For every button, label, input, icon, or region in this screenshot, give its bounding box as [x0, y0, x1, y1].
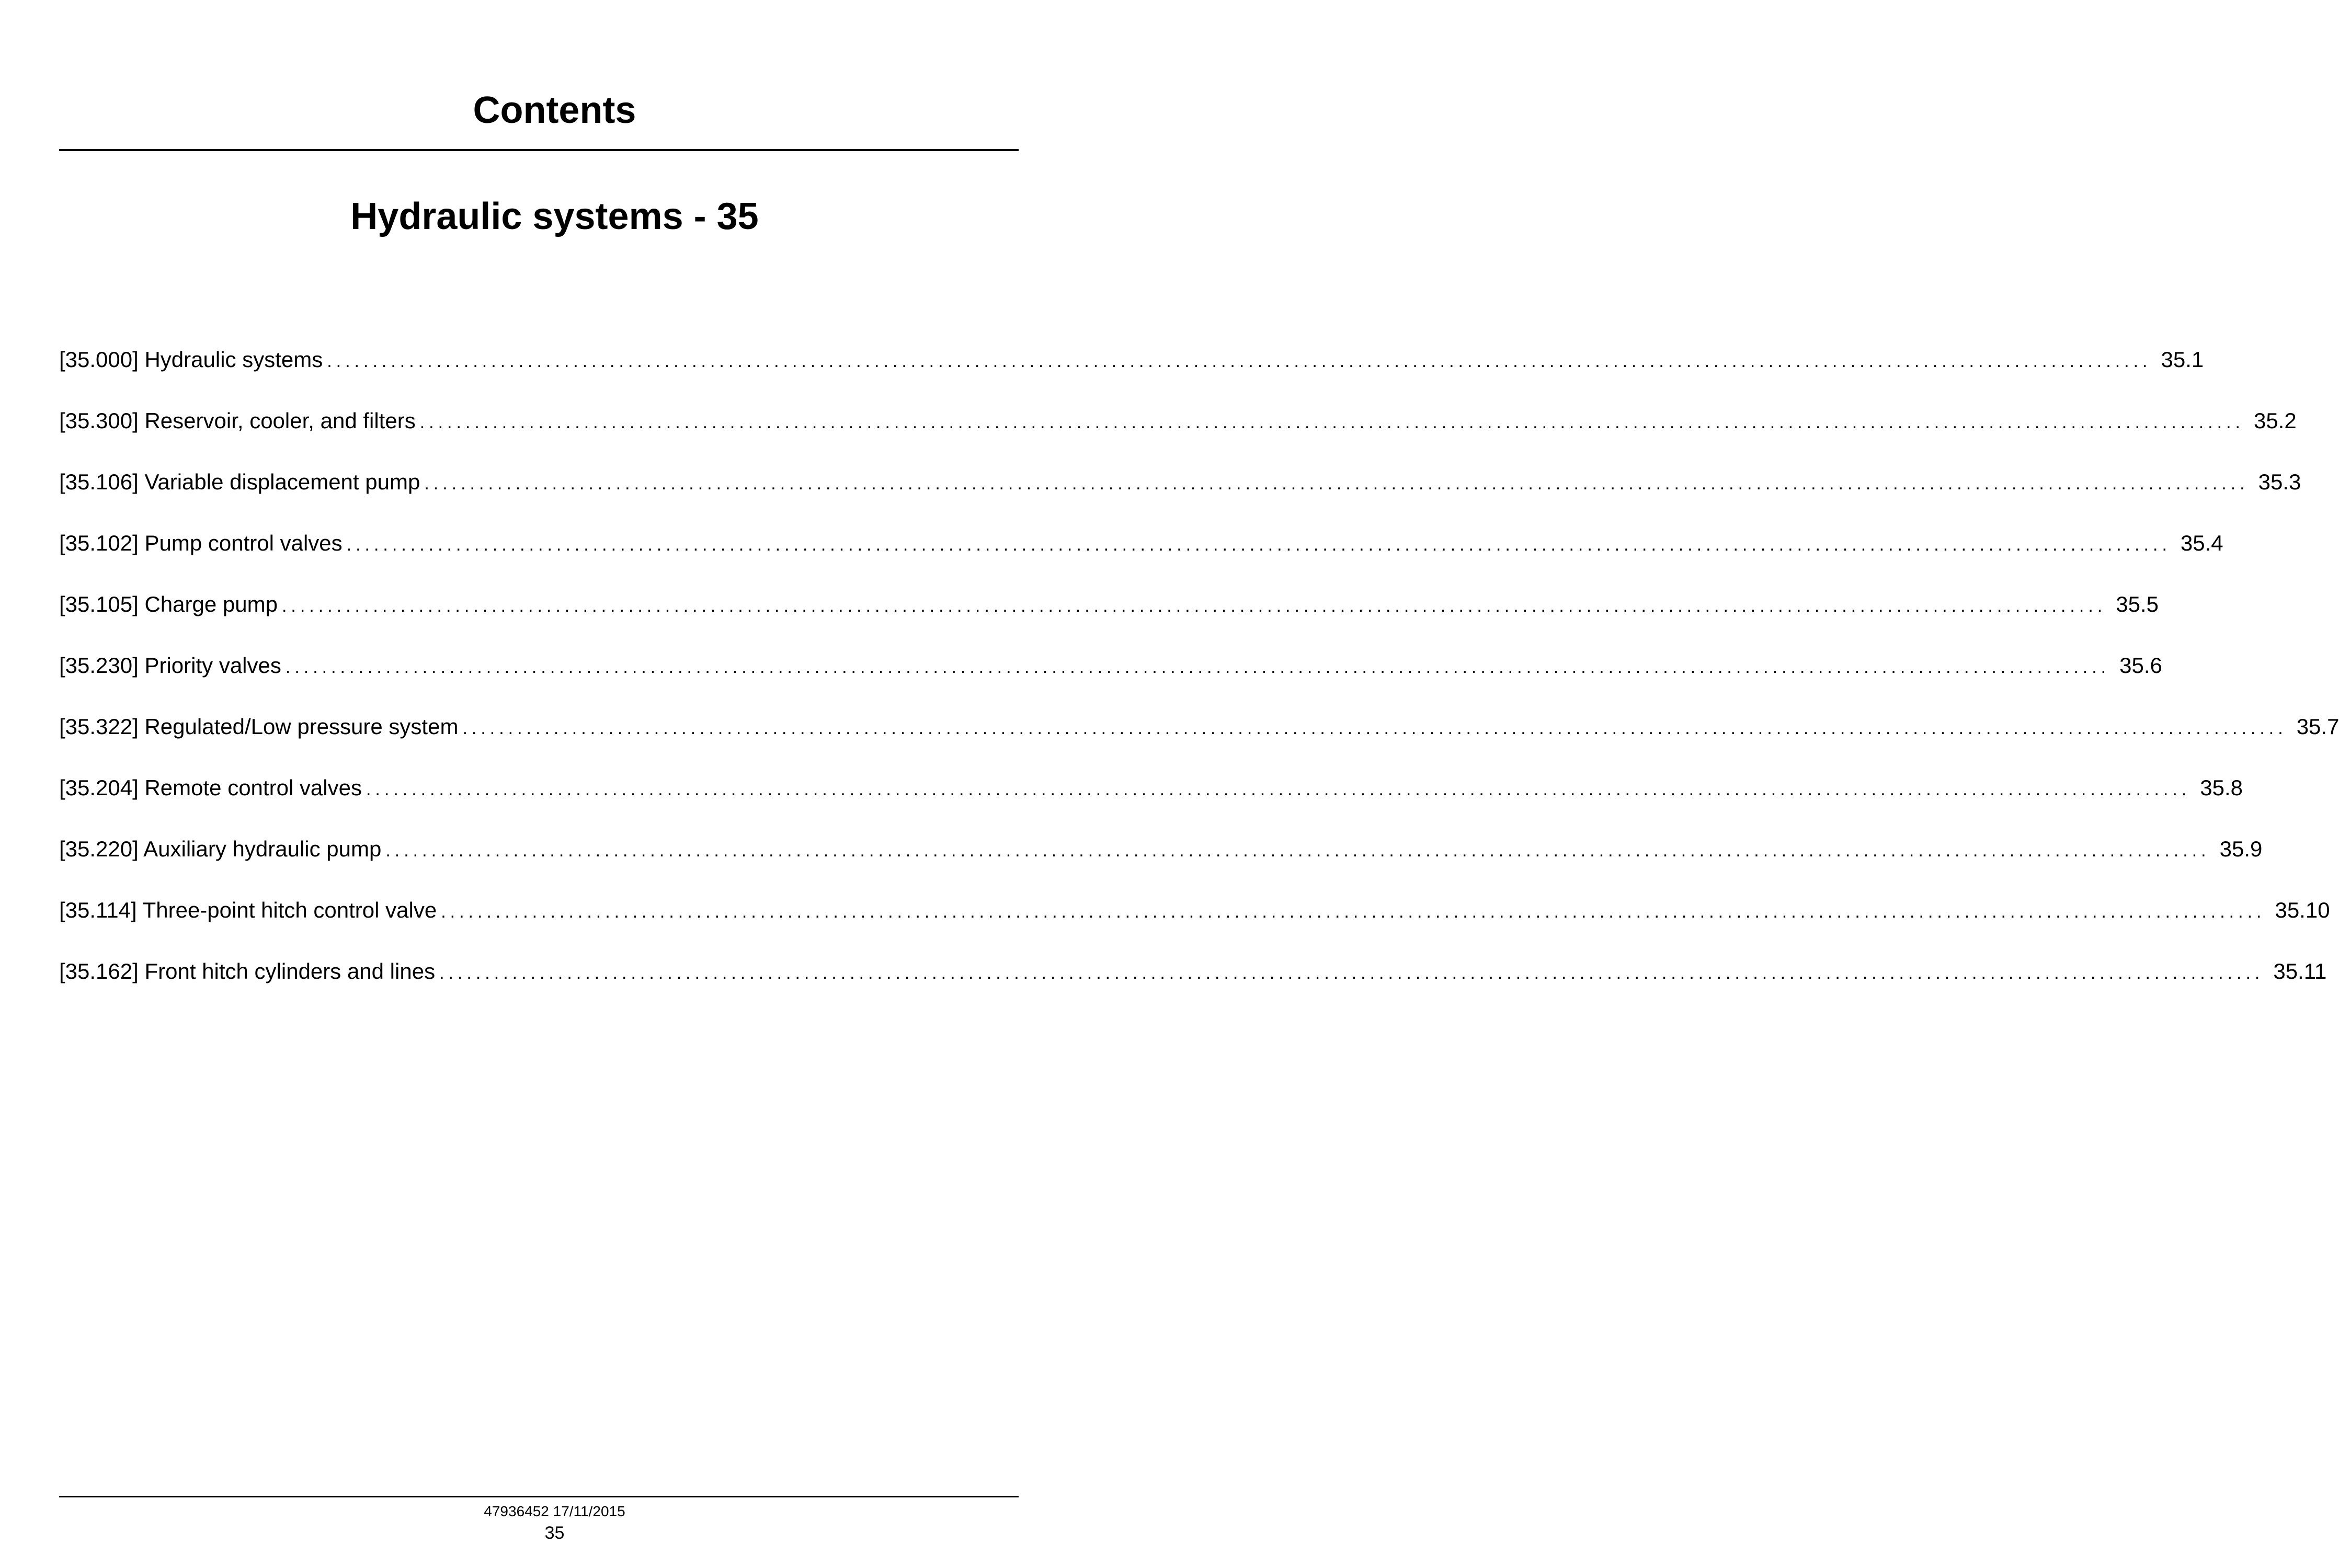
- footer-divider: [59, 1496, 1019, 1497]
- toc-entry[interactable]: [59, 712, 2339, 773]
- toc-entry-label[interactable]: [35.220] Auxiliary hydraulic pump: [59, 837, 382, 861]
- toc-entry-page[interactable]: 35.5: [2116, 592, 2159, 616]
- toc-entry[interactable]: [59, 651, 2162, 712]
- toc-entry-page[interactable]: 35.9: [2219, 837, 2263, 861]
- toc-entry[interactable]: [59, 590, 2159, 651]
- toc-entry-label[interactable]: [35.106] Variable displacement pump: [59, 470, 420, 494]
- toc-entry[interactable]: [59, 773, 2243, 834]
- footer-page-number: 35: [544, 1523, 565, 1543]
- dot-leader: ........................................................................................................................................................................................................: [439, 963, 2264, 983]
- toc-entry-label[interactable]: [35.300] Reservoir, cooler, and filters: [59, 408, 416, 433]
- toc-entry-page[interactable]: 35.1: [2161, 347, 2204, 372]
- toc-entry-label[interactable]: [35.230] Priority valves: [59, 653, 281, 678]
- dot-leader: ........................................................................................................................................................................................................: [285, 657, 2110, 677]
- toc-entry[interactable]: [59, 529, 2223, 590]
- dot-leader: ........................................................................................................................................................................................................: [385, 841, 2210, 861]
- section-title: Hydraulic systems - 35: [350, 196, 759, 237]
- toc-entry-label[interactable]: [35.000] Hydraulic systems: [59, 347, 323, 372]
- toc-entry-label[interactable]: [35.114] Three-point hitch control valve: [59, 898, 437, 922]
- toc-entry-page[interactable]: 35.6: [2119, 653, 2162, 678]
- toc-entry-label[interactable]: [35.322] Regulated/Low pressure system: [59, 714, 459, 739]
- dot-leader: ........................................................................................................................................................................................................: [419, 413, 2244, 432]
- toc-entry-label[interactable]: [35.105] Charge pump: [59, 592, 278, 616]
- footer-document-reference: 47936452 17/11/2015: [484, 1503, 625, 1519]
- toc-entry-page[interactable]: 35.11: [2273, 959, 2327, 983]
- toc-entry[interactable]: [59, 467, 2301, 529]
- toc-entry[interactable]: [59, 834, 2263, 896]
- dot-leader: ........................................................................................................................................................................................................: [346, 535, 2171, 555]
- toc-entry-page[interactable]: 35.2: [2253, 408, 2297, 433]
- dot-leader: ........................................................................................................................................................................................................: [424, 474, 2249, 494]
- dot-leader: ........................................................................................................................................................................................................: [441, 902, 2266, 922]
- toc-entry-page[interactable]: 35.7: [2296, 714, 2339, 739]
- toc-entry-label[interactable]: [35.204] Remote control valves: [59, 775, 362, 800]
- table-of-contents: [59, 345, 2339, 1018]
- toc-entry-page[interactable]: 35.4: [2180, 531, 2223, 555]
- toc-entry-label[interactable]: [35.102] Pump control valves: [59, 531, 343, 555]
- toc-entry-page[interactable]: 35.8: [2200, 775, 2243, 800]
- dot-leader: ........................................................................................................................................................................................................: [366, 780, 2191, 799]
- toc-entry[interactable]: [59, 345, 2204, 406]
- toc-entry[interactable]: [59, 406, 2297, 467]
- page-title: Contents: [473, 89, 636, 131]
- dot-leader: ........................................................................................................................................................................................................: [281, 596, 2107, 616]
- toc-entry-label[interactable]: [35.162] Front hitch cylinders and lines: [59, 959, 436, 983]
- toc-entry-page[interactable]: 35.10: [2275, 898, 2330, 922]
- toc-entry[interactable]: [59, 896, 2330, 957]
- dot-leader: ........................................................................................................................................................................................................: [462, 718, 2287, 738]
- dot-leader: ........................................................................................................................................................................................................: [327, 351, 2152, 371]
- toc-entry[interactable]: [59, 957, 2327, 1018]
- header-divider: [59, 149, 1019, 151]
- toc-entry-page[interactable]: 35.3: [2258, 470, 2301, 494]
